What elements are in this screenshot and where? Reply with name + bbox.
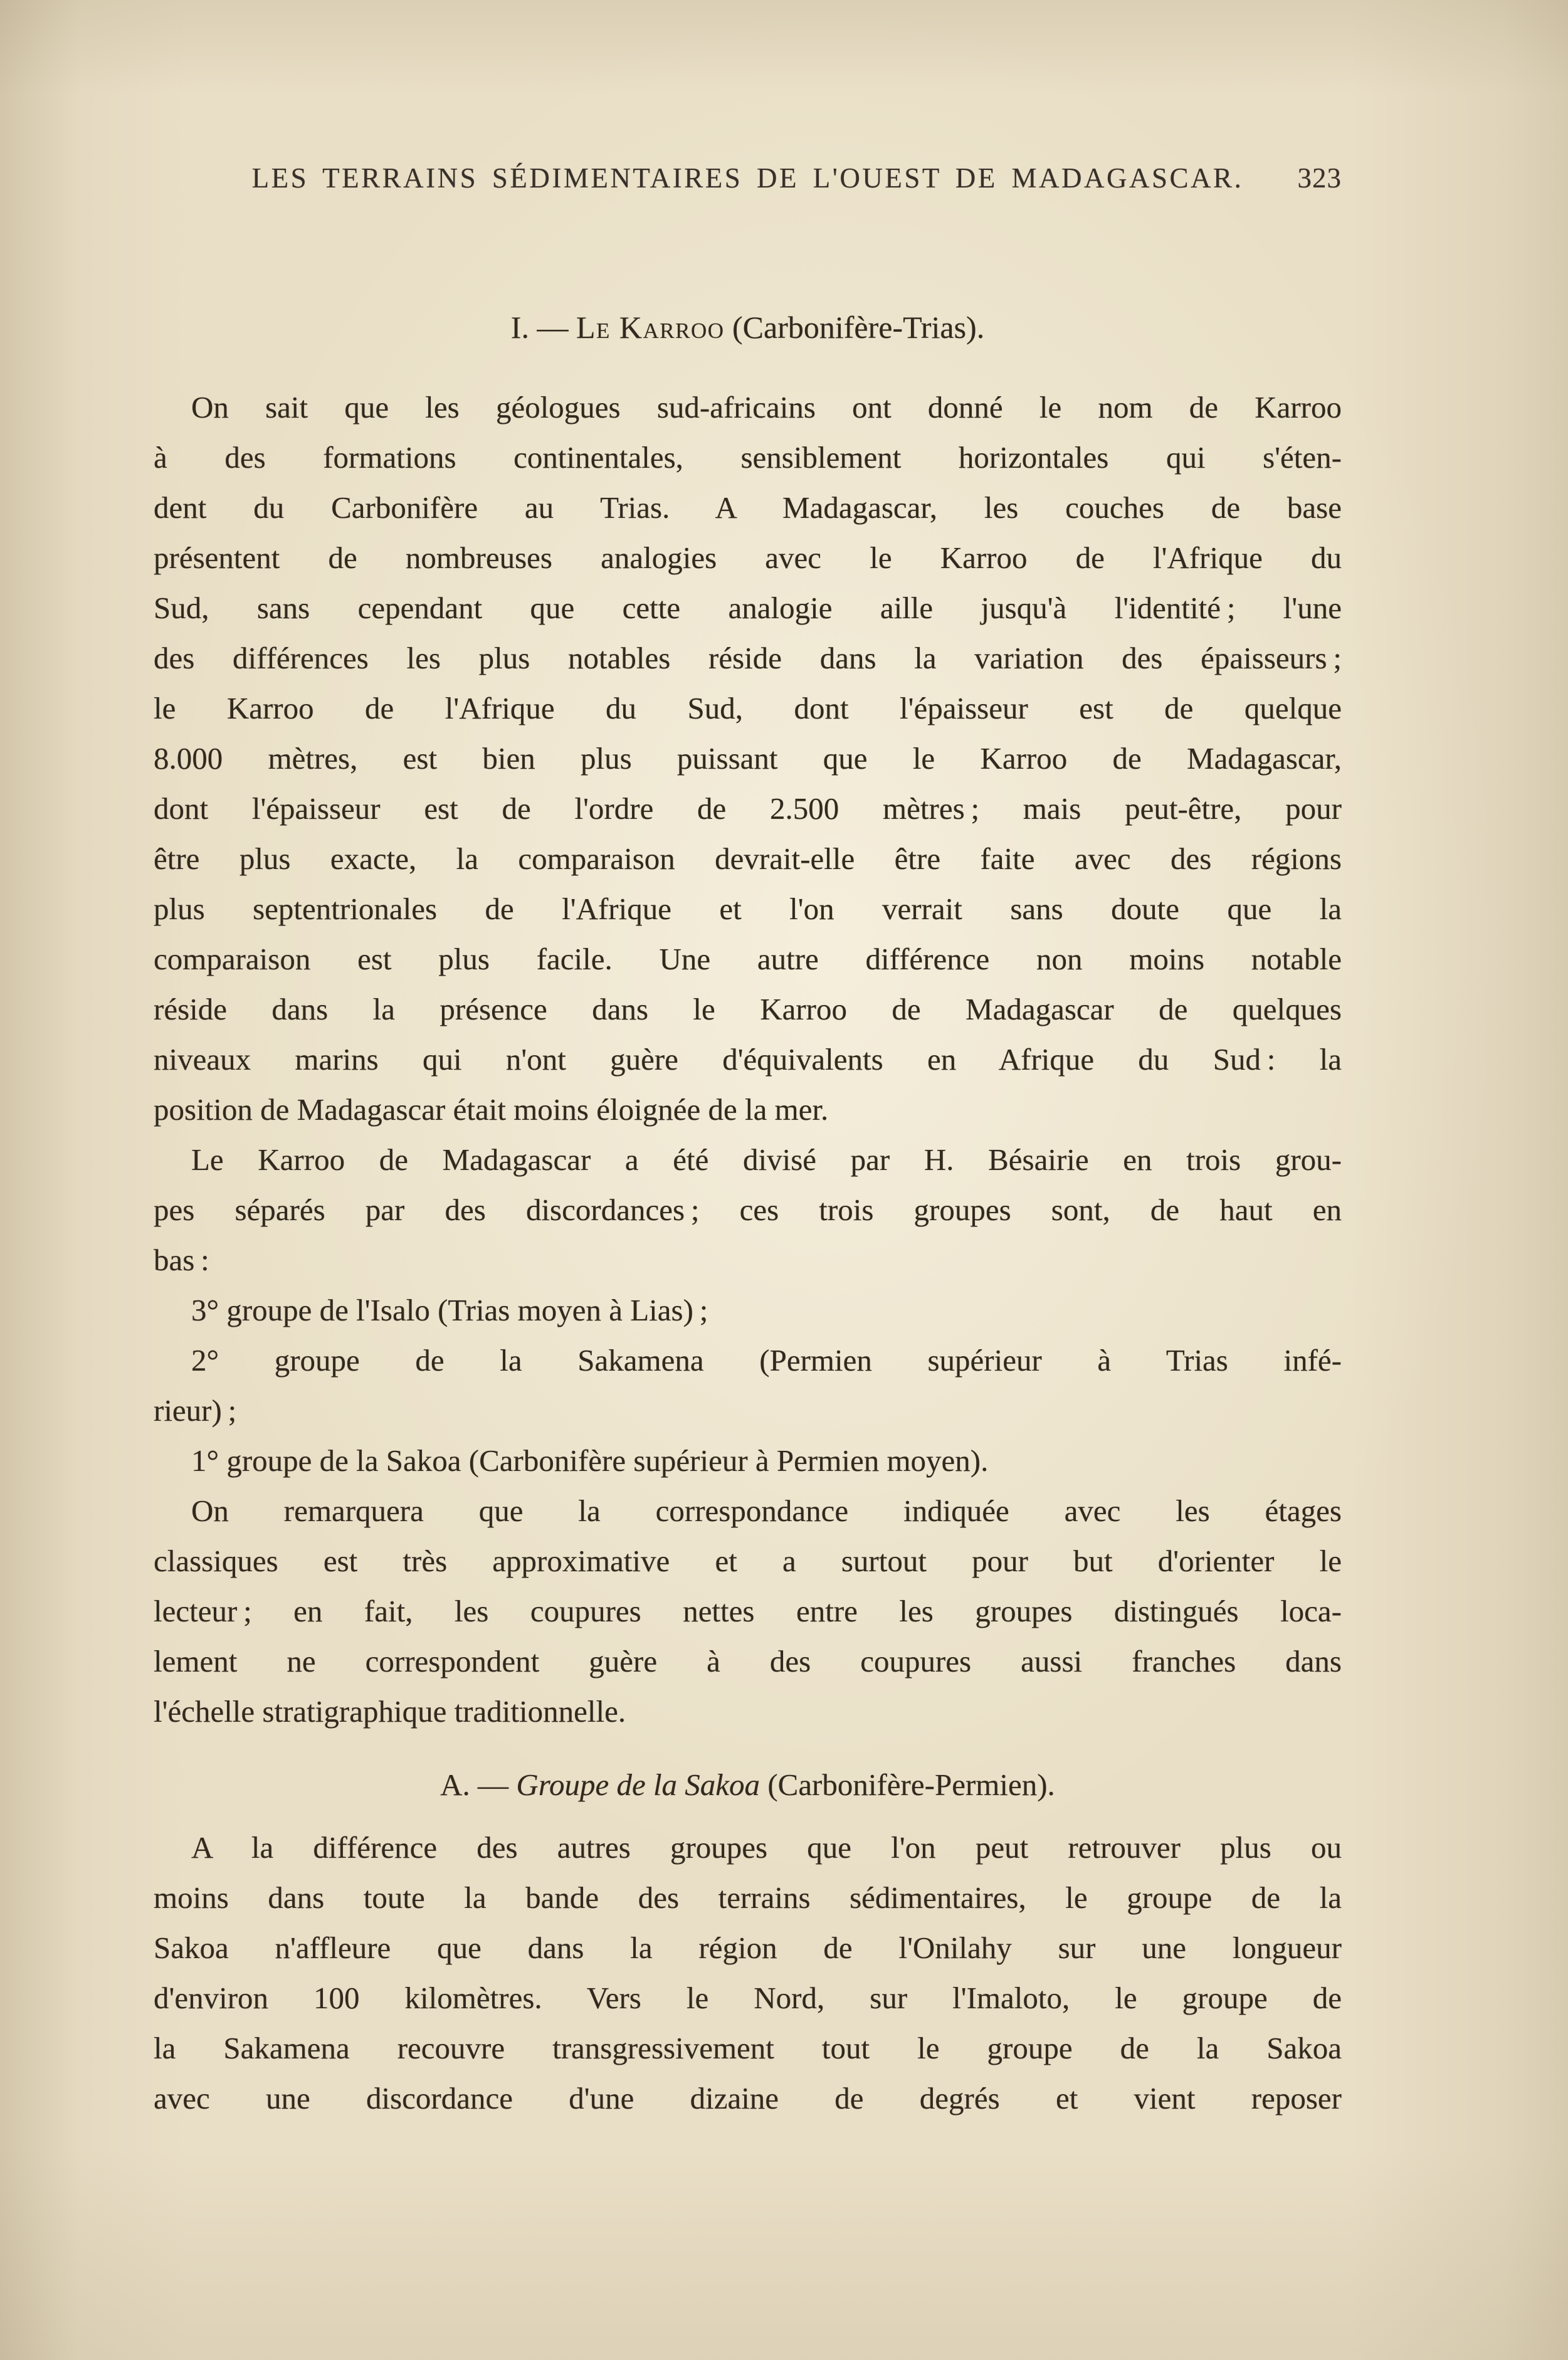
text-line: avec une discordance d'une dizaine de degrés et vient reposer [154, 2081, 1342, 2115]
paragraph [154, 1135, 1342, 1285]
text-line: pes séparés par des discordances ; ces trois groupes sont, de haut en [154, 1193, 1342, 1227]
text-line: le Karroo de l'Afrique du Sud, dont l'épaisseur est de quelque [154, 691, 1342, 725]
paragraph [154, 1436, 1342, 1486]
text-line: Le Karroo de Madagascar a été divisé par H. Bésairie en trois grou- [191, 1142, 1342, 1177]
text-line: Sakoa n'affleure que dans la région de l'Onilahy sur une longueur [154, 1931, 1342, 1965]
text-line: dent du Carbonifère au Trias. A Madagascar, les couches de base [154, 490, 1342, 525]
text-line: des différences les plus notables réside dans la variation des épaisseurs ; [154, 641, 1342, 675]
text-line: lecteur ; en fait, les coupures nettes entre les groupes distingués loca- [154, 1594, 1342, 1628]
text-line: être plus exacte, la comparaison devrait-elle être faite avec des régions [154, 841, 1342, 876]
text-line: bas : [154, 1243, 209, 1277]
text-line: 8.000 mètres, est bien plus puissant que le Karroo de Madagascar, [154, 741, 1342, 776]
subsection-heading-numeral: A. — [440, 1767, 517, 1802]
subsection-heading-name: Groupe de la Sakoa [516, 1767, 760, 1802]
section-heading [154, 302, 1342, 352]
text-line: rieur) ; [154, 1393, 237, 1428]
text-line: l'échelle stratigraphique traditionnelle. [154, 1694, 626, 1729]
running-header-title: LES TERRAINS SÉDIMENTAIRES DE L'OUEST DE MADAGASCAR. [251, 162, 1244, 194]
text-line: d'environ 100 kilomètres. Vers le Nord, sur l'Imaloto, le groupe de [154, 1981, 1342, 2015]
text-line: classiques est très approximative et a surtout pour but d'orienter le [154, 1544, 1342, 1578]
text-line: la Sakamena recouvre transgressivement tout le groupe de la Sakoa [154, 2031, 1342, 2065]
page-body [154, 382, 1342, 2124]
paragraph [154, 382, 1342, 1135]
text-line: 3° groupe de l'Isalo (Trias moyen à Lias) ; [191, 1293, 708, 1327]
paragraph [154, 1823, 1342, 2124]
text-line: On remarquera que la correspondance indiquée avec les étages [191, 1493, 1342, 1528]
paragraph [154, 1486, 1342, 1737]
subsection-heading [154, 1760, 1342, 1810]
text-line: 1° groupe de la Sakoa (Carbonifère supérieur à Permien moyen). [191, 1443, 989, 1478]
paragraph [154, 1335, 1342, 1436]
text-line: Sud, sans cependant que cette analogie aille jusqu'à l'identité ; l'une [154, 591, 1342, 625]
text-line: 2° groupe de la Sakamena (Permien supérieur à Trias infé- [191, 1343, 1342, 1378]
text-line: A la différence des autres groupes que l'on peut retrouver plus ou [191, 1830, 1342, 1865]
text-line: niveaux marins qui n'ont guère d'équivalents en Afrique du Sud : la [154, 1042, 1342, 1077]
text-line: plus septentrionales de l'Afrique et l'on verrait sans doute que la [154, 892, 1342, 926]
text-line: comparaison est plus facile. Une autre différence non moins notable [154, 942, 1342, 976]
text-line: réside dans la présence dans le Karroo de Madagascar de quelques [154, 992, 1342, 1026]
text-line: lement ne correspondent guère à des coupures aussi franches dans [154, 1644, 1342, 1678]
subsection-heading-subtitle: (Carbonifère-Permien). [760, 1767, 1055, 1802]
text-line: présentent de nombreuses analogies avec le Karroo de l'Afrique du [154, 540, 1342, 575]
text-line: position de Madagascar était moins éloignée de la mer. [154, 1092, 829, 1127]
page-number: 323 [1297, 162, 1342, 194]
paragraph [154, 1285, 1342, 1335]
section-heading-subtitle: (Carbonifère-Trias). [724, 310, 985, 345]
text-line: moins dans toute la bande des terrains sédimentaires, le groupe de la [154, 1880, 1342, 1915]
section-heading-name: Le Karroo [576, 310, 725, 345]
running-header [154, 162, 1342, 194]
text-line: à des formations continentales, sensiblement horizontales qui s'éten- [154, 440, 1342, 475]
text-line: On sait que les géologues sud-africains ont donné le nom de Karroo [191, 390, 1342, 424]
text-line: dont l'épaisseur est de l'ordre de 2.500 mètres ; mais peut-être, pour [154, 791, 1342, 826]
section-heading-numeral: I. — [510, 310, 576, 345]
